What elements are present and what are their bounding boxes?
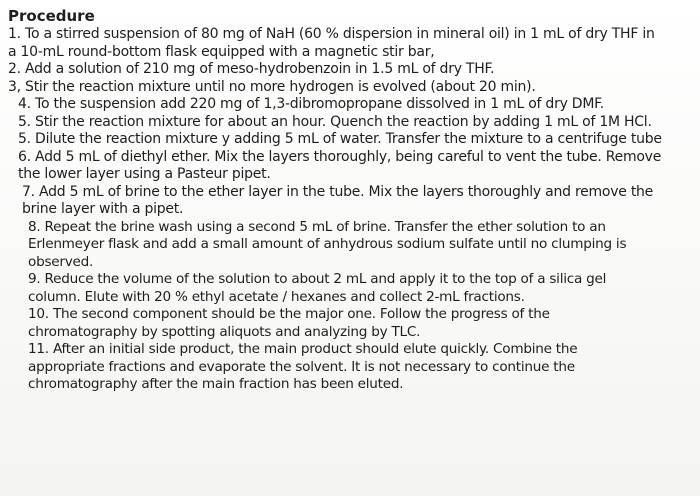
step-9 bbox=[8, 271, 696, 306]
step-line: Erlenmeyer flask and add a small amount of anhydrous sodium sulfate until no clumping is bbox=[28, 236, 627, 252]
page-title: Procedure bbox=[8, 7, 95, 25]
step-line: 9. Reduce the volume of the solution to about 2 mL and apply it to the top of a silica gel bbox=[28, 271, 607, 287]
step-line: 3, Stir the reaction mixture until no more hydrogen is evolved (about 20 min). bbox=[8, 78, 536, 95]
step-line: 7. Add 5 mL of brine to the ether layer in the tube. Mix the layers thoroughly and remove the bbox=[22, 183, 654, 200]
step-10 bbox=[8, 306, 696, 341]
step-line: 8. Repeat the brine wash using a second 5 mL of brine. Transfer the ether solution to an bbox=[28, 218, 606, 235]
step-4 bbox=[8, 96, 696, 114]
step-line: chromatography by spotting aliquots and analyzing by TLC. bbox=[28, 323, 421, 340]
step-line: 5. Dilute the reaction mixture y adding 5 mL of water. Transfer the mixture to a centrifuge tube bbox=[18, 131, 662, 147]
step-5b bbox=[8, 131, 696, 149]
step-line: 10. The second component should be the major one. Follow the progress of the bbox=[28, 306, 550, 322]
step-line: brine layer with a pipet. bbox=[22, 201, 184, 217]
step-line: 4. To the suspension add 220 mg of 1,3-dibromopropane dissolved in 1 mL of dry DMF. bbox=[18, 96, 604, 112]
step-line: chromatography after the main fraction has been eluted. bbox=[28, 376, 404, 392]
step-2 bbox=[8, 61, 696, 79]
step-3 bbox=[2, 79, 696, 97]
step-8 bbox=[8, 219, 696, 272]
step-line: 1. To a stirred suspension of 80 mg of NaH (60 % dispersion in mineral oil) in 1 mL of dry THF in bbox=[8, 26, 655, 42]
step-5 bbox=[8, 114, 696, 132]
step-6 bbox=[8, 149, 696, 184]
step-line: 11. After an initial side product, the main product should elute quickly. Combine the bbox=[28, 341, 578, 357]
step-line: 6. Add 5 mL of diethyl ether. Mix the layers thoroughly, being careful to vent the tube. Remove bbox=[18, 148, 662, 165]
step-11 bbox=[8, 341, 696, 394]
step-list bbox=[8, 26, 696, 394]
step-line: 2. Add a solution of 210 mg of meso-hydrobenzoin in 1.5 mL of dry THF. bbox=[8, 61, 495, 77]
step-line: a 10-mL round-bottom flask equipped with a magnetic stir bar, bbox=[8, 43, 435, 60]
step-line: appropriate fractions and evaporate the solvent. It is not necessary to continue the bbox=[28, 358, 575, 375]
step-line: observed. bbox=[28, 253, 94, 270]
step-1 bbox=[8, 26, 696, 61]
step-line: column. Elute with 20 % ethyl acetate / hexanes and collect 2-mL fractions. bbox=[28, 288, 525, 305]
step-line: the lower layer using a Pasteur pipet. bbox=[18, 166, 271, 182]
step-7 bbox=[8, 184, 696, 219]
step-line: 5. Stir the reaction mixture for about an hour. Quench the reaction by adding 1 mL of 1M HCl. bbox=[18, 113, 652, 130]
